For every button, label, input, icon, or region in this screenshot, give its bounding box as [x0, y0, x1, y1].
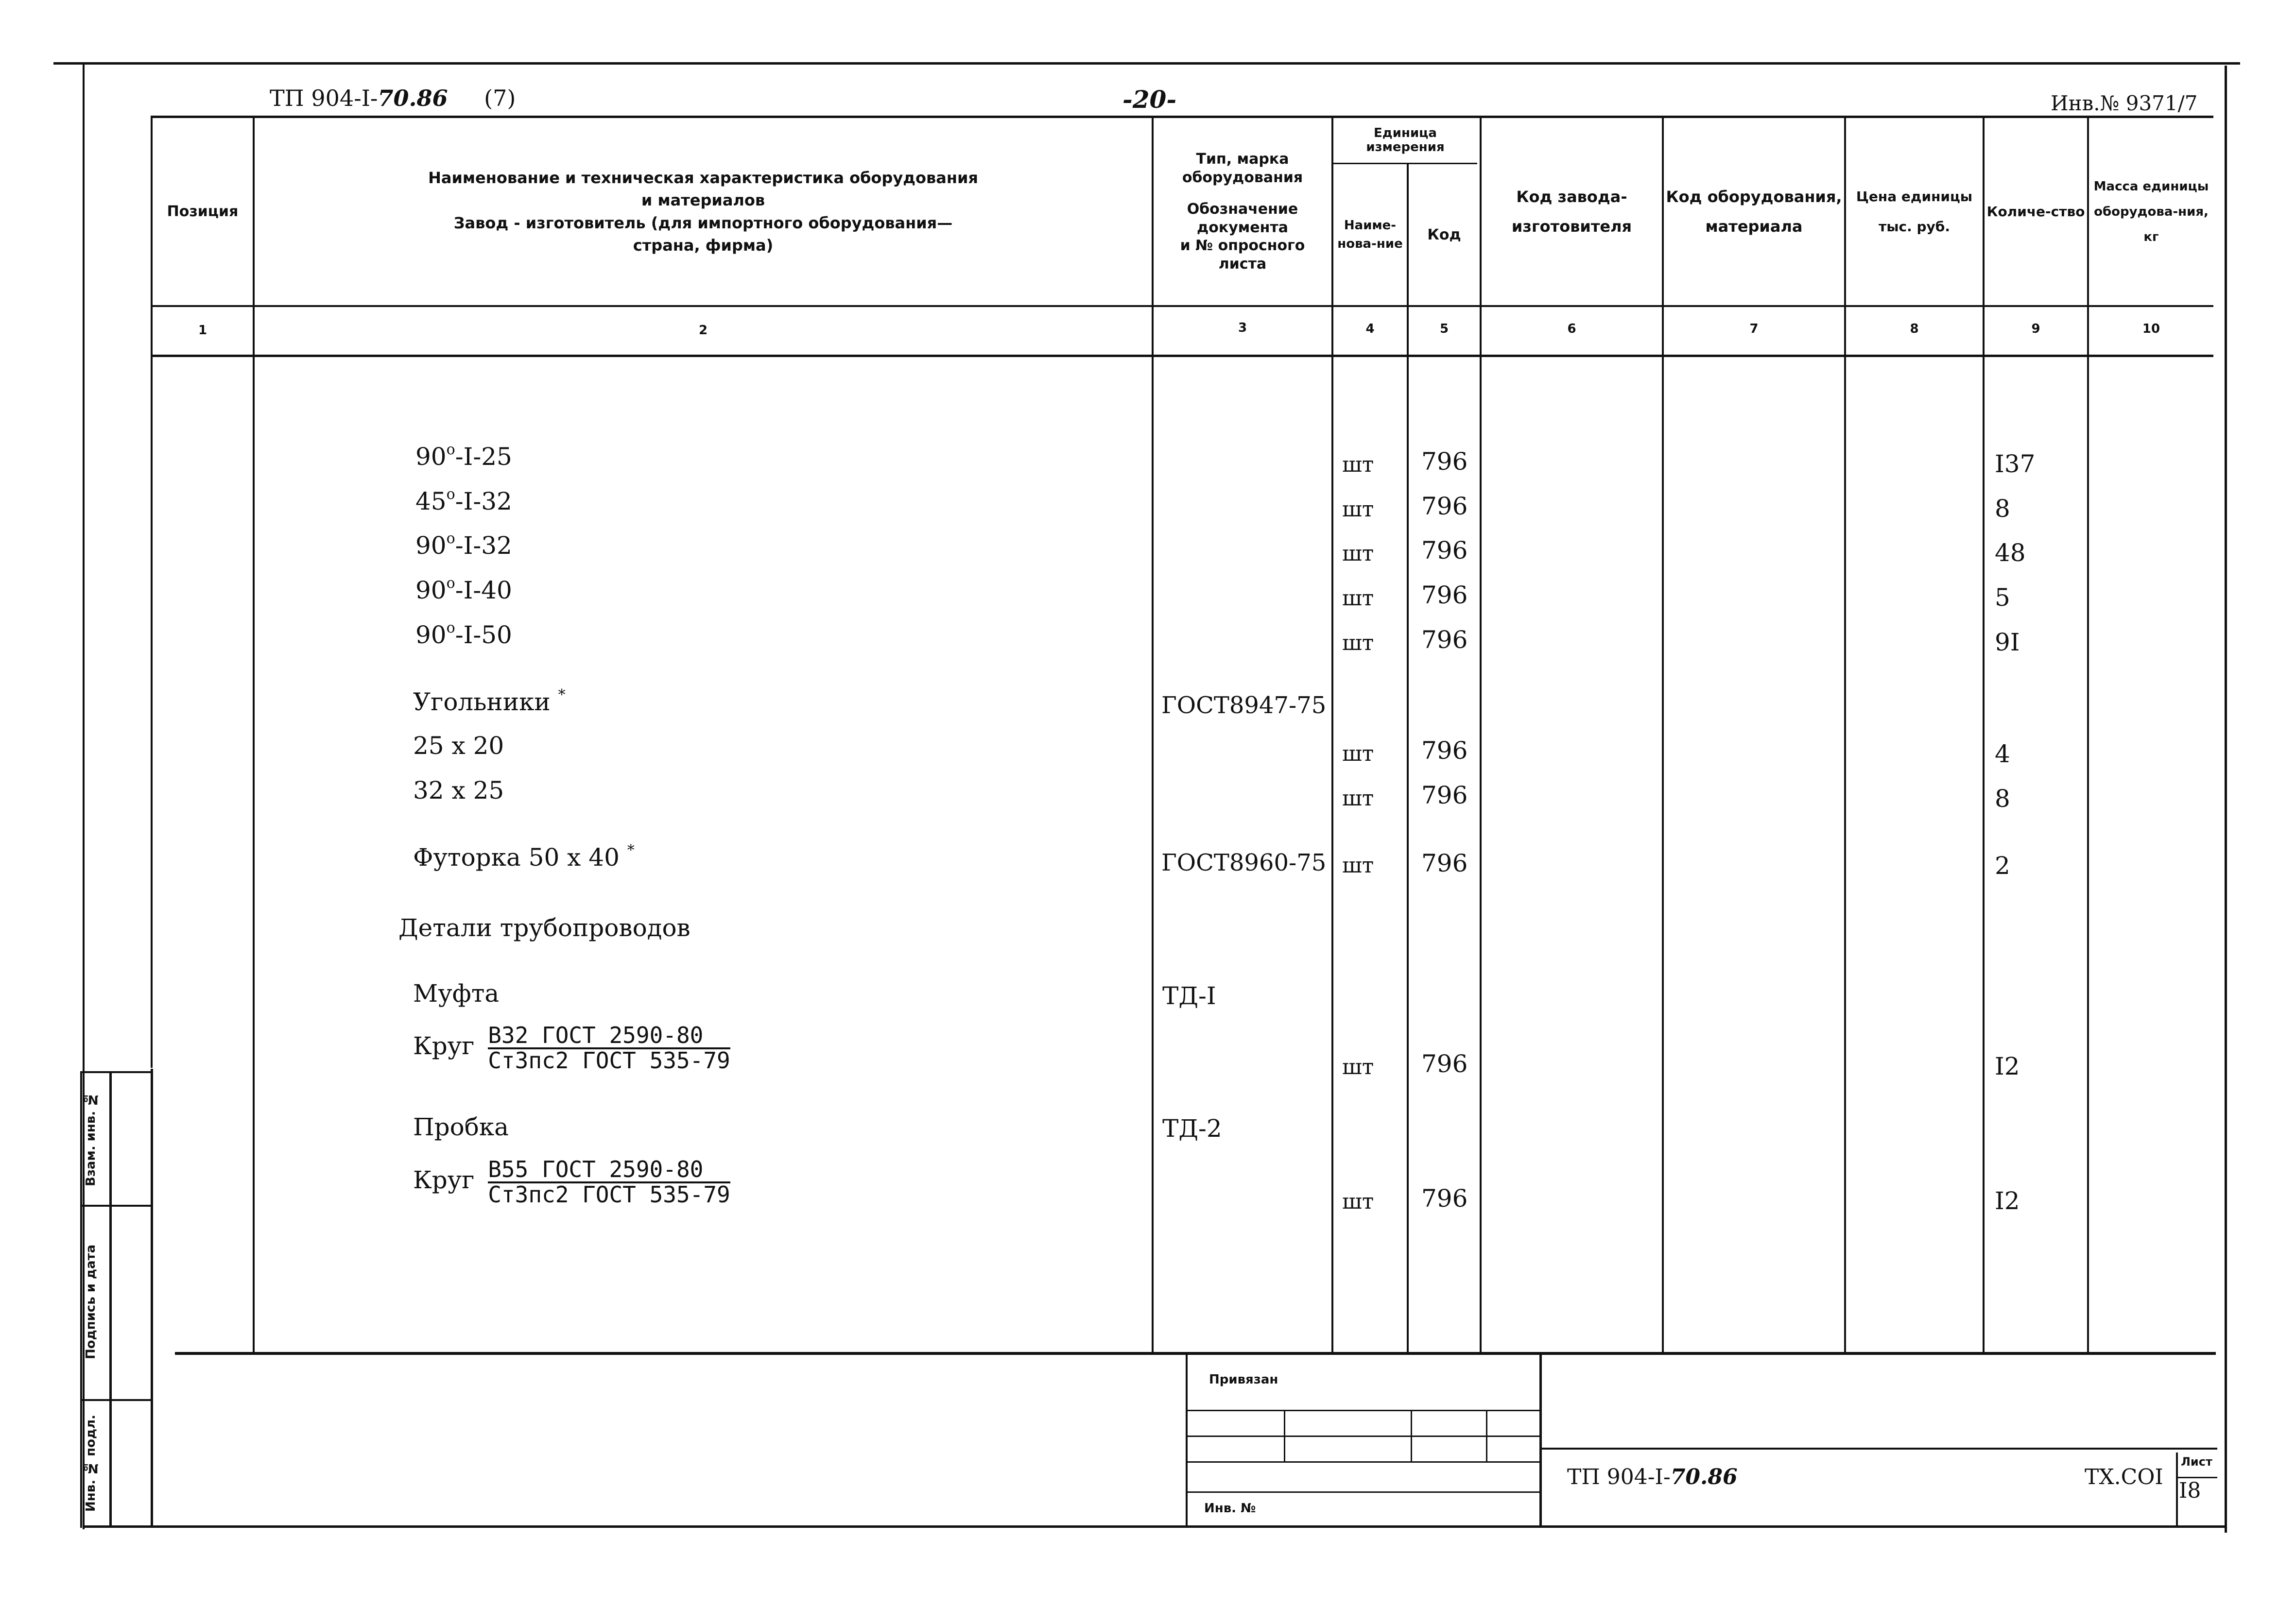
table-row: 90$^o$-I-50 [415, 619, 512, 649]
col-header-10: Масса единицы оборудова-ния, кг [2093, 179, 2209, 244]
code-cell: 796 [1421, 1184, 1468, 1213]
qty-cell: I2 [1995, 1187, 2020, 1215]
side-stamp-right2 [151, 1069, 153, 1528]
inv-no-label: Инв. № [1204, 1501, 1256, 1516]
fraction: $\frac{\text{В55 ГОСТ 2590-80}}{\text{Ст3пс2 ГОСТ 535-79}}$ [488, 1156, 730, 1208]
stamp-right-line [1542, 1448, 2217, 1450]
col-header-3: Тип, марка оборудования Обозначение документа и № опросного листа [1180, 151, 1305, 273]
replace-inv-label: Взам. инв. № [84, 1092, 98, 1187]
qty-cell: 4 [1995, 740, 2010, 768]
code-cell: 796 [1421, 447, 1468, 476]
stamp-doc-code: ТП 904-I-70.86 [1567, 1465, 1738, 1489]
unit-cell: шт [1342, 497, 1374, 522]
type-cell: ТД-2 [1162, 1114, 1222, 1143]
unit-group-header: Единица измерения [1366, 126, 1445, 154]
top-border-line [53, 62, 2240, 65]
doc-code-hand: 70.86 [378, 85, 448, 111]
side-stamp-right [109, 1071, 112, 1528]
col-num-1: 1 [198, 323, 207, 338]
stamp-grid-v2 [1411, 1410, 1412, 1461]
table-row: 90$^o$-I-25 [415, 441, 512, 471]
code-cell: 796 [1421, 626, 1468, 654]
qty-cell: 9I [1995, 628, 2020, 656]
col-header-7: Код оборудования, материала [1666, 187, 1842, 236]
qty-cell: 48 [1995, 539, 2026, 567]
code-cell: 796 [1421, 1050, 1468, 1078]
table-row: Пробка [413, 1113, 509, 1141]
sheet-label: Лист [2181, 1455, 2212, 1469]
col-num-9: 9 [2031, 322, 2040, 336]
doc-code: ТП 904-I-70.86 (7) [270, 85, 516, 111]
qty-cell: 5 [1995, 583, 2010, 612]
table-row: Муфта [413, 979, 500, 1008]
col-num-5: 5 [1439, 322, 1449, 336]
col-num-6: 6 [1567, 322, 1576, 336]
stamp-grid-h3 [1188, 1461, 1539, 1463]
stamp-grid-v3 [1486, 1410, 1487, 1461]
col-num-4: 4 [1365, 322, 1375, 336]
col-sep-4 [1407, 163, 1409, 1352]
unit-cell: шт [1342, 452, 1374, 477]
stamp-sep-left [1186, 1355, 1188, 1527]
col-num-10: 10 [2142, 322, 2160, 336]
stamp-grid-v1 [1284, 1410, 1285, 1461]
sign-date-label: Подпись и дата [84, 1244, 98, 1360]
code-cell: 796 [1421, 581, 1468, 609]
code-cell: 796 [1421, 736, 1468, 765]
col-header-8: Цена единицы тыс. руб. [1856, 188, 1973, 235]
col-num-8: 8 [1910, 322, 1919, 336]
code-cell: 796 [1421, 849, 1468, 877]
col-header-5: Код [1427, 226, 1461, 244]
table-row: 90$^o$-I-40 [415, 575, 512, 604]
table-row: Круг $\frac{\text{В55 ГОСТ 2590-80}}{\text{Ст3пс2 ГОСТ 535-79}}$ [413, 1156, 730, 1208]
unit-cell: шт [1342, 1189, 1374, 1214]
qty-cell: I37 [1995, 450, 2036, 478]
qty-cell: 8 [1995, 495, 2010, 523]
sheet-value: I8 [2179, 1478, 2201, 1503]
col-header-2: Наименование и техническая характеристика оборудования и материалов Завод - изготовитель (для импортного оборудования— страна, фирма) [428, 168, 978, 255]
col-header-9: Количе-ство [1986, 203, 2085, 220]
stamp-grid-h4 [1188, 1491, 1539, 1493]
qty-cell: I2 [1995, 1052, 2020, 1080]
inventory-number: Инв.№ 9371/7 [2051, 91, 2198, 115]
unit-cell: шт [1342, 853, 1374, 878]
section-title-pipe-details: Детали трубопроводов [398, 914, 691, 942]
code-cell: 796 [1421, 781, 1468, 809]
header-bottom-line [151, 305, 2213, 307]
unit-cell: шт [1342, 586, 1374, 611]
col-num-3: 3 [1238, 321, 1247, 335]
side-stamp-top [80, 1071, 153, 1073]
linked-label: Привязан [1209, 1372, 1278, 1387]
colnum-bottom-line [151, 355, 2213, 357]
table-row: 25 x 20 [413, 732, 504, 760]
code-cell: 796 [1421, 492, 1468, 520]
qty-cell: 2 [1995, 852, 2010, 880]
table-row: 45$^o$-I-32 [415, 486, 512, 515]
col-header-1: Позиция [167, 203, 239, 220]
stamp-sep-right [1539, 1355, 1542, 1527]
code-cell: 796 [1421, 536, 1468, 564]
right-border-line [2225, 66, 2227, 1533]
col-num-7: 7 [1749, 322, 1759, 336]
stamp-mark: ТХ.СОI [2085, 1465, 2163, 1489]
sheet-box-line [2176, 1453, 2178, 1525]
stamp-top-line [175, 1352, 2216, 1355]
unit-cell: шт [1342, 741, 1374, 766]
unit-cell: шт [1342, 1055, 1374, 1079]
volume: (7) [484, 85, 516, 111]
page-number: -20- [1122, 85, 1177, 114]
table-row: Футорка 50 x 40 * [413, 842, 635, 872]
unit-cell: шт [1342, 631, 1374, 655]
col-header-4: Наиме-нова-ние [1337, 218, 1403, 251]
col-num-2: 2 [698, 323, 708, 338]
unit-cell: шт [1342, 786, 1374, 811]
inv-orig-label: Инв. № подл. [84, 1415, 98, 1512]
table-row: Круг $\frac{\text{В32 ГОСТ 2590-80}}{\text{Ст3пс2 ГОСТ 535-79}}$ [413, 1022, 730, 1074]
bottom-border-line [83, 1525, 2226, 1528]
table-row: 90$^o$-I-32 [415, 530, 512, 560]
col-header-6: Код завода-изготовителя [1511, 187, 1632, 236]
gost-cell: ГОСТ8947-75 [1161, 692, 1327, 719]
table-row: 32 x 25 [413, 776, 504, 804]
side-stamp-h2 [80, 1399, 153, 1401]
section-title-corners: Угольники * [413, 686, 566, 716]
gost-cell: ГОСТ8960-75 [1161, 849, 1327, 876]
type-cell: ТД-I [1162, 982, 1216, 1010]
fraction: $\frac{\text{В32 ГОСТ 2590-80}}{\text{Ст3пс2 ГОСТ 535-79}}$ [488, 1022, 730, 1074]
side-stamp-h1 [80, 1205, 153, 1207]
qty-cell: 8 [1995, 785, 2010, 813]
side-stamp-left [80, 1071, 82, 1528]
unit-cell: шт [1342, 541, 1374, 566]
unit-split-line [1331, 163, 1477, 164]
